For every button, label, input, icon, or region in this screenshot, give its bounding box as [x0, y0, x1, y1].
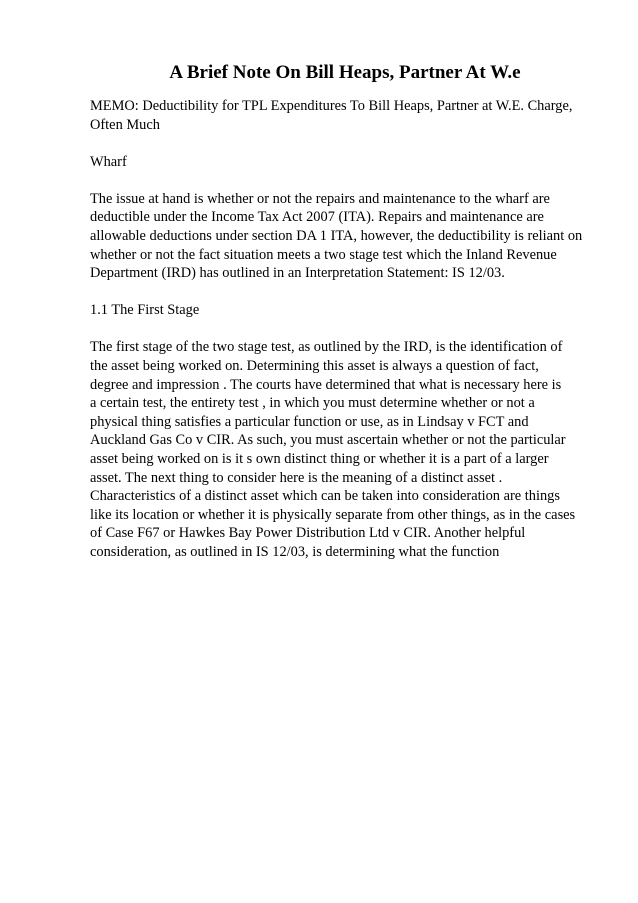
text-line: asset being worked on is it s own distinct thing or whether it is a part of a larger: [90, 450, 549, 467]
paragraph-issue: [90, 190, 590, 283]
text-line: The issue at hand is whether or not the repairs and maintenance to the wharf are: [90, 190, 550, 207]
text-line: Often Much: [90, 116, 160, 133]
text-line: a certain test, the entirety test , in which you must determine whether or not a: [90, 395, 535, 412]
text-line: the asset being worked on. Determining this asset is always a question of fact,: [90, 357, 539, 374]
text-line: degree and impression . The courts have determined that what is necessary here is: [90, 376, 562, 393]
text-line: Wharf: [90, 153, 127, 170]
text-line: consideration, as outlined in IS 12/03, is determining what the function: [90, 543, 500, 560]
text-line: asset. The next thing to consider here is the meaning of a distinct asset .: [90, 469, 503, 486]
text-line: Characteristics of a distinct asset which can be taken into consideration are things: [90, 488, 560, 505]
paragraph-wharf: [90, 153, 590, 172]
document-body: [90, 97, 590, 580]
document-title: A Brief Note On Bill Heaps, Partner At W.e: [169, 62, 521, 83]
text-line: allowable deductions under section DA 1 ITA, however, the deductibility is reliant on: [90, 227, 583, 244]
text-line: Department (IRD) has outlined in an Interpretation Statement: IS 12/03.: [90, 265, 505, 282]
text-line: The first stage of the two stage test, as outlined by the IRD, is the identification of: [90, 339, 563, 356]
text-line: like its location or whether it is physically separate from other things, as in the cases: [90, 506, 576, 523]
text-line: whether or not the fact situation meets a two stage test which the Inland Revenue: [90, 246, 557, 263]
text-line: deductible under the Income Tax Act 2007 (ITA). Repairs and maintenance are: [90, 209, 544, 226]
text-line: of Case F67 or Hawkes Bay Power Distribution Ltd v CIR. Another helpful: [90, 525, 526, 542]
section-heading-first-stage: [90, 301, 590, 320]
text-line: MEMO: Deductibility for TPL Expenditures To Bill Heaps, Partner at W.E. Charge,: [90, 98, 573, 114]
text-line: physical thing satisfies a particular function or use, as in Lindsay v FCT and: [90, 413, 529, 430]
paragraph-memo: [90, 97, 590, 134]
text-line: 1.1 The First Stage: [90, 302, 200, 319]
paragraph-first-stage: [90, 338, 590, 561]
text-line: Auckland Gas Co v CIR. As such, you must ascertain whether or not the particular: [90, 432, 566, 449]
